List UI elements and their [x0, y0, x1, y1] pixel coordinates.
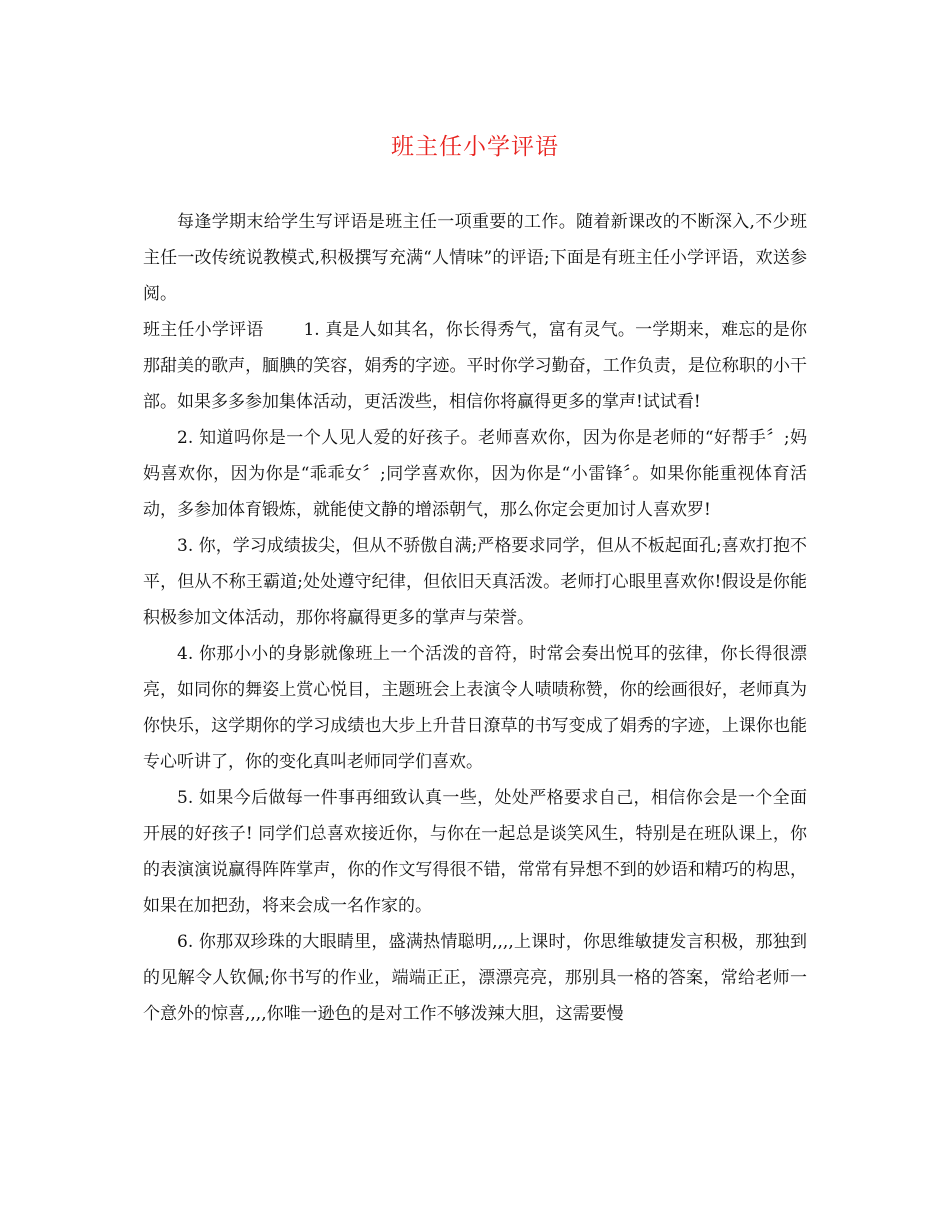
comment-paragraph-2: 2. 知道吗你是一个人见人爱的好孩子。老师喜欢你，因为你是老师的“好帮手〞;妈妈喜欢你，因为你是“乖乖女〞;同学喜欢你，因为你是“小雷锋〞。如果你能重视体育活动，多参加体育锻炼，就能使文静的增添朝气，那么你定会更加讨人喜欢罗! — [143, 428, 807, 520]
document-body — [143, 204, 807, 1032]
comment-paragraph-3: 3. 你，学习成绩拔尖，但从不骄傲自满;严格要求同学，但从不板起面孔;喜欢打抱不平，但从不称王霸道;处处遵守纪律，但依旧天真活泼。老师打心眼里喜欢你!假设是你能积极参加文体活动，那你将赢得更多的掌声与荣誉。 — [143, 536, 807, 628]
comment-text-1: 1. 真是人如其名，你长得秀气，富有灵气。一学期来，难忘的是你那甜美的歌声，腼腆的笑容，娟秀的字迹。平时你学习勤奋，工作负责，是位称职的小干部。如果多多参加集体活动，更活泼些，相信你将赢得更多的掌声!试试看! — [143, 320, 808, 412]
comment-paragraph-6: 6. 你那双珍珠的大眼睛里，盛满热情聪明,,,,上课时，你思维敏捷发言积极，那独到的见解令人钦佩;你书写的作业，端端正正，漂漂亮亮，那别具一格的答案，常给老师一个意外的惊喜,,,,你唯一逊色的是对工作不够泼辣大胆，这需要慢 — [143, 932, 807, 1024]
comment-paragraph-1 — [143, 312, 807, 420]
comment-paragraph-4: 4. 你那小小的身影就像班上一个活泼的音符，时常会奏出悦耳的弦律，你长得很漂亮，如同你的舞姿上赏心悦目，主题班会上表演令人啧啧称赞，你的绘画很好，老师真为你快乐，这学期你的学习成绩也大步上升昔日潦草的书写变成了娟秀的字迹，上课你也能专心听讲了，你的变化真叫老师同学们喜欢。 — [143, 644, 807, 772]
intro-paragraph: 每逢学期末给学生写评语是班主任一项重要的工作。随着新课改的不断深入,不少班主任一改传统说教模式,积极撰写充满“人情味”的评语;下面是有班主任小学评语，欢送参阅。 — [143, 212, 807, 304]
section-label: 班主任小学评语 — [143, 320, 264, 340]
comment-paragraph-5: 5. 如果今后做每一件事再细致认真一些，处处严格要求自己，相信你会是一个全面开展的好孩子! 同学们总喜欢接近你，与你在一起总是谈笑风生，特别是在班队课上，你的表演演说赢得阵阵掌声，你的作文写得很不错，常常有异想不到的妙语和精巧的构思，如果在加把劲，将来会成一名作家的。 — [143, 788, 807, 916]
page-title: 班主任小学评语 — [391, 134, 559, 160]
